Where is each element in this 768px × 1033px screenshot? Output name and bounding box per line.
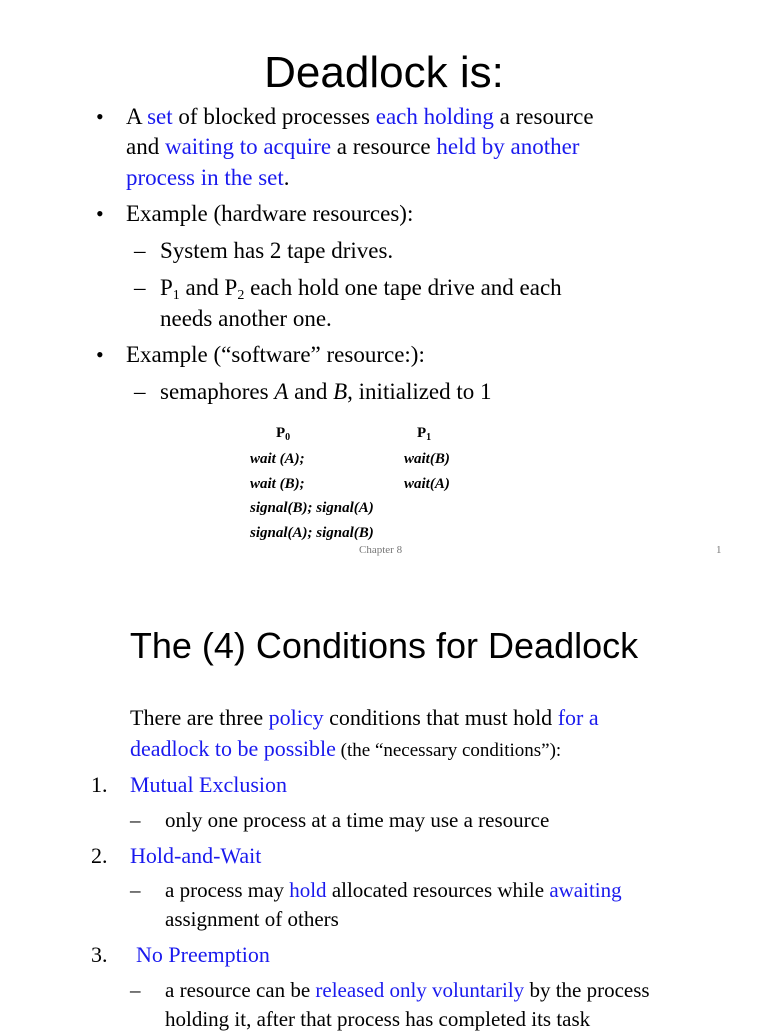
code-line: wait(A) (404, 476, 450, 492)
code-line: signal(A); signal(B) (250, 525, 374, 541)
highlight-text: held by another (436, 134, 580, 159)
bullet-2-sub-1: System has 2 tape drives. (160, 238, 394, 263)
condition-3-description-line-2: holding it, after that process has completed its task (165, 1007, 591, 1031)
text: A (126, 104, 148, 129)
bullet-1-line-1 (126, 102, 594, 132)
subscript: 1 (426, 432, 432, 443)
bullet-2-sub-2-line-1 (160, 273, 562, 303)
dash-glyph: – (134, 238, 146, 263)
text: P (160, 275, 173, 300)
intro-line-2 (130, 734, 561, 766)
bullet-2: Example (hardware resources): (126, 201, 414, 226)
dash-glyph: – (130, 808, 141, 832)
condition-number: 2. (91, 843, 108, 868)
slide-2 (0, 575, 768, 1031)
text: by the process (524, 978, 650, 1002)
condition-number: 1. (91, 772, 108, 797)
highlight-text: deadlock to be possible (130, 736, 336, 761)
code-line: signal(B); signal(A) (250, 500, 374, 516)
dash-glyph: – (130, 878, 141, 902)
highlight-text: policy (268, 705, 324, 730)
condition-2-description-line-1 (165, 876, 622, 904)
bullet-glyph: • (96, 201, 104, 226)
highlight-text: awaiting (549, 878, 622, 902)
subscript: 1 (172, 288, 180, 303)
footer-chapter: Chapter 8 (359, 544, 403, 556)
slide-title: The (4) Conditions for Deadlock (129, 625, 639, 666)
text: and (126, 134, 165, 159)
dash-glyph: – (134, 379, 146, 404)
text: . (283, 165, 290, 190)
highlight-text: hold (289, 878, 327, 902)
text: a resource can be (165, 978, 316, 1002)
code-line: wait(B) (404, 451, 450, 467)
text: each hold one tape drive and each (244, 275, 562, 300)
highlight-text: set (147, 104, 173, 129)
text: P (276, 425, 286, 441)
condition-number: 3. (91, 942, 108, 967)
code-line: wait (A); (250, 451, 305, 467)
process-p1-header (417, 423, 431, 443)
slide-title: Deadlock is: (264, 48, 504, 97)
italic-text: A (274, 379, 289, 404)
subscript: 2 (237, 288, 245, 303)
text: a resource (331, 134, 437, 159)
text: a process may (165, 878, 290, 902)
bullet-3-sub-1 (160, 377, 492, 407)
condition-no-preemption: No Preemption (136, 942, 270, 967)
condition-mutual-exclusion: Mutual Exclusion (130, 772, 288, 797)
highlight-text: for a (557, 705, 599, 730)
intro-line-1 (130, 703, 599, 733)
text: , initialized to 1 (347, 379, 492, 404)
bullet-glyph: • (96, 104, 104, 129)
footer-page-number: 1 (716, 544, 722, 556)
condition-2-description-line-2: assignment of others (165, 907, 339, 931)
bullet-1-line-3 (126, 163, 290, 193)
text: a resource (493, 104, 594, 129)
text: P (224, 275, 238, 300)
text: and (179, 275, 225, 300)
condition-3-description-line-1 (165, 976, 650, 1004)
bullet-1-line-2 (126, 132, 579, 162)
dash-glyph: – (134, 275, 146, 300)
text: allocated resources while (326, 878, 550, 902)
highlight-text: waiting to acquire (164, 134, 332, 159)
text: P (417, 425, 427, 441)
bullet-glyph: • (96, 342, 104, 367)
highlight-text: each holding (375, 104, 494, 129)
text: of blocked processes (172, 104, 376, 129)
highlight-text: released only voluntarily (315, 978, 525, 1002)
condition-hold-and-wait: Hold-and-Wait (130, 843, 262, 868)
bullet-3: Example (“software” resource:): (126, 342, 425, 367)
subscript: 0 (285, 432, 291, 443)
dash-glyph: – (130, 978, 141, 1002)
code-line: wait (B); (250, 476, 305, 492)
text: (the “necessary conditions”): (335, 740, 562, 761)
text: and (288, 379, 334, 404)
condition-1-description: only one process at a time may use a resource (165, 808, 550, 832)
process-p0-header (276, 423, 290, 443)
text: conditions that must hold (323, 705, 558, 730)
text: semaphores (160, 379, 275, 404)
text: There are three (130, 705, 269, 730)
highlight-text: process in the set (126, 165, 284, 190)
italic-text: B (333, 379, 348, 404)
bullet-2-sub-2-line-2: needs another one. (160, 306, 332, 331)
